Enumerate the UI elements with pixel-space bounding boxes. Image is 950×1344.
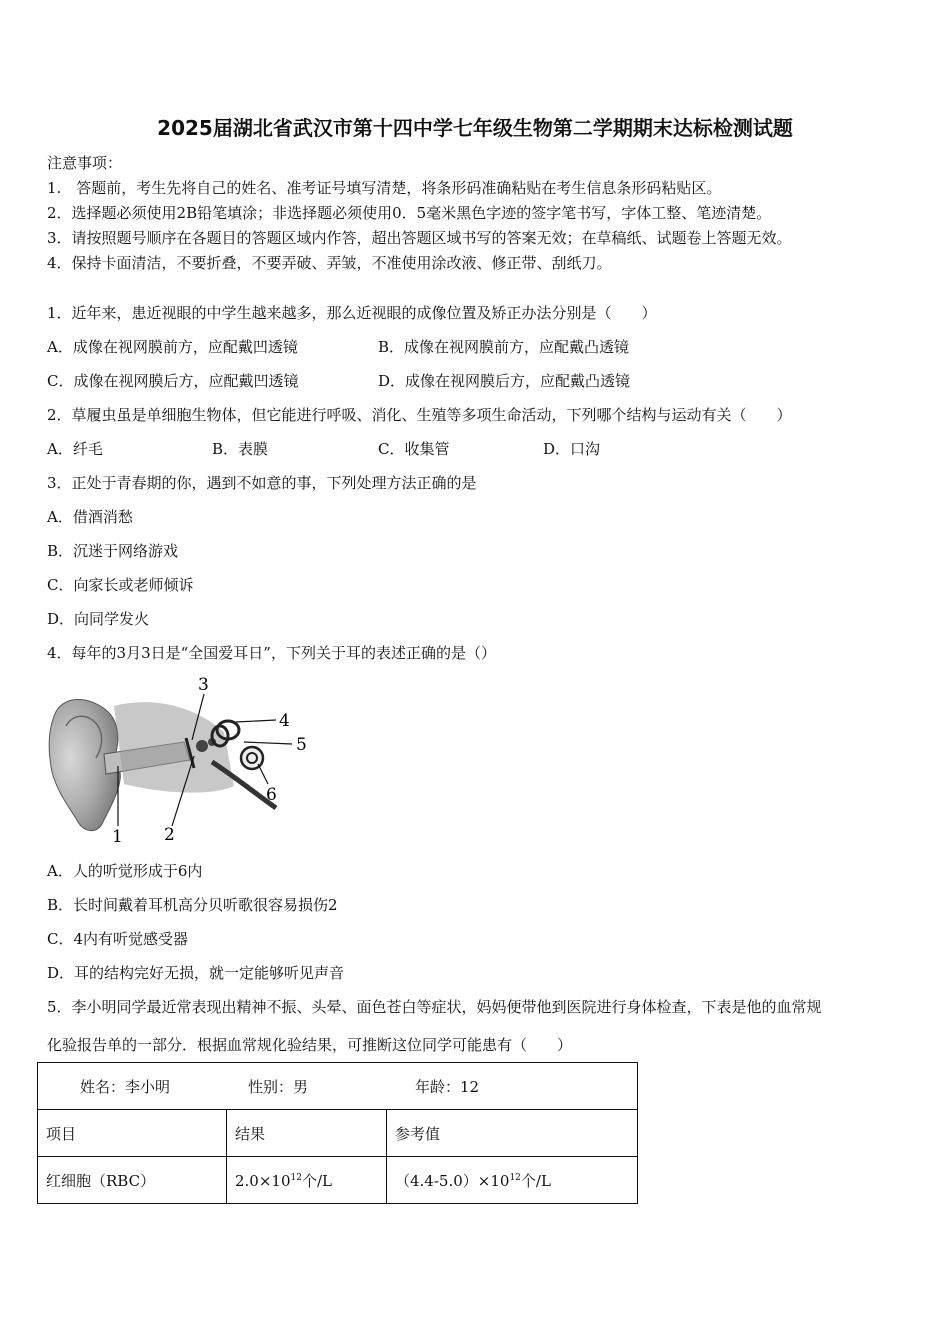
rbc-item: 红细胞（RBC）: [38, 1157, 227, 1204]
q2-option-c[interactable]: C．收集管: [378, 440, 450, 458]
col-result-header: 结果: [227, 1110, 387, 1157]
q2-option-a[interactable]: A．纤毛: [47, 440, 103, 458]
ear-structure-figure: [44, 676, 324, 846]
blood-test-table: [37, 1062, 638, 1204]
figure-label-1: 1: [112, 827, 123, 846]
q2-stem: 2．草履虫虽是单细胞生物体，但它能进行呼吸、消化、生殖等多项生命活动，下列哪个结构与运动有关（ ）: [47, 406, 792, 424]
notice-item-1: 1. 答题前，考生先将自己的姓名、准考证号填写清楚，将条形码准确粘贴在考生信息条形码粘贴区。: [47, 179, 722, 197]
q1-option-d[interactable]: D．成像在视网膜后方，应配戴凸透镜: [378, 372, 631, 390]
notice-item-2: 2．选择题必须使用2B铅笔填涂；非选择题必须使用0．5毫米黑色字迹的签字笔书写，字体工整、笔迹清楚。: [47, 204, 772, 222]
q1-option-c[interactable]: C．成像在视网膜后方，应配戴凹透镜: [47, 372, 299, 390]
q3-option-a[interactable]: A．借酒消愁: [47, 508, 133, 526]
patient-gender: 性别：男: [248, 1077, 309, 1096]
q1-option-b[interactable]: B．成像在视网膜前方，应配戴凸透镜: [378, 338, 630, 356]
table-row: [38, 1157, 638, 1204]
q3-stem: 3．正处于青春期的你，遇到不如意的事，下列处理方法正确的是: [47, 474, 477, 492]
figure-label-5: 5: [296, 735, 307, 755]
q4-option-c[interactable]: C．4内有听觉感受器: [47, 930, 189, 948]
patient-age: 年龄：12: [415, 1077, 480, 1096]
figure-label-6: 6: [266, 785, 277, 805]
q1-option-a[interactable]: A．成像在视网膜前方，应配戴凹透镜: [47, 338, 298, 356]
figure-label-3: 3: [198, 676, 209, 695]
patient-name: 姓名：李小明: [80, 1077, 171, 1096]
notice-item-4: 4．保持卡面清洁，不要折叠，不要弄破、弄皱，不准使用涂改液、修正带、刮纸刀。: [47, 254, 612, 272]
figure-label-4: 4: [279, 711, 290, 731]
q4-option-b[interactable]: B．长时间戴着耳机高分贝听歌很容易损伤2: [47, 896, 338, 914]
col-reference-header: 参考值: [387, 1110, 638, 1157]
q4-option-d[interactable]: D．耳的结构完好无损，就一定能够听见声音: [47, 964, 345, 982]
patient-info-row: [38, 1063, 638, 1110]
q5-stem-line-2: 化验报告单的一部分．根据血常规化验结果，可推断这位同学可能患有（ ）: [47, 1036, 573, 1054]
q2-option-b[interactable]: B．表膜: [212, 440, 269, 458]
q1-stem: 1．近年来，患近视眼的中学生越来越多，那么近视眼的成像位置及矫正办法分别是（ ）: [47, 304, 657, 322]
q3-option-b[interactable]: B．沉迷于网络游戏: [47, 542, 179, 560]
q5-stem-line-1: 5．李小明同学最近常表现出精神不振、头晕、面色苍白等症状，妈妈便带他到医院进行身体检查，下表是他的血常规: [47, 998, 822, 1016]
col-item-header: 项目: [38, 1110, 227, 1157]
cochlea-shape: [241, 747, 263, 769]
rbc-reference: $(4.4-5.0)\times 10^{12}$个/L: [387, 1157, 638, 1204]
table-header-row: [38, 1110, 638, 1157]
q3-option-c[interactable]: C．向家长或老师倾诉: [47, 576, 194, 594]
rbc-result: $2.0\times 10^{12}$个/L: [227, 1157, 387, 1204]
figure-label-2: 2: [164, 825, 175, 845]
q4-option-a[interactable]: A．人的听觉形成于6内: [47, 862, 203, 880]
notice-heading: 注意事项：: [47, 154, 123, 172]
ossicles-shape: [196, 740, 208, 752]
notice-item-3: 3．请按照题号顺序在各题目的答题区域内作答，超出答题区域书写的答案无效；在草稿纸、试题卷上答题无效。: [47, 229, 792, 247]
page-title: 2025届湖北省武汉市第十四中学七年级生物第二学期期末达标检测试题: [157, 116, 793, 140]
q2-option-d[interactable]: D．口沟: [543, 440, 601, 458]
q3-option-d[interactable]: D．向同学发火: [47, 610, 150, 628]
q4-stem: 4．每年的3月3日是“全国爱耳日”，下列关于耳的表述正确的是（）: [47, 644, 496, 662]
